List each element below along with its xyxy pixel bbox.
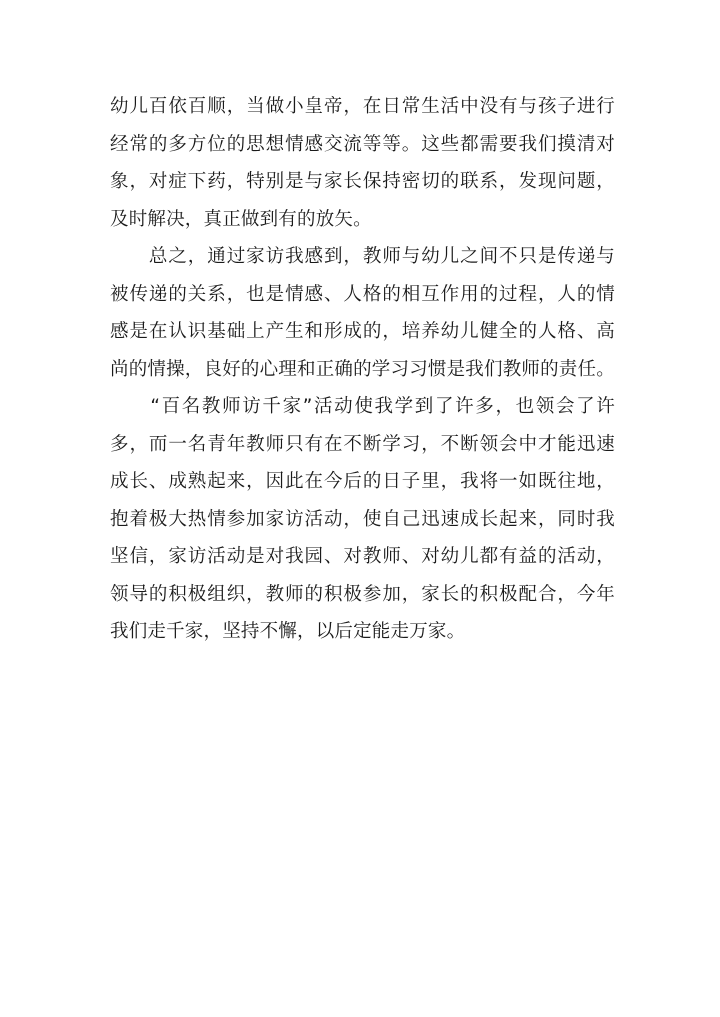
text-line: 抱着极大热情参加家访活动，使自己迅速成长起来，同时我 [110, 508, 615, 530]
text-line: 幼儿百依百顺，当做小皇帝，在日常生活中没有与孩子进行 [110, 96, 615, 117]
text-line: 象，对症下药，特别是与家长保持密切的联系，发现问题， [110, 171, 615, 192]
text-line: 我们走千家，坚持不懈，以后定能走万家。 [110, 621, 466, 642]
text-line: 成长、成熟起来，因此在今后的日子里，我将一如既往地， [110, 471, 615, 492]
text-line: 总之，通过家访我感到，教师与幼儿之间不只是传递与 [110, 246, 615, 267]
text-line: 领导的积极组织，教师的积极参加，家长的积极配合，今年 [110, 583, 615, 605]
paragraph-2 [110, 238, 615, 388]
paragraph-1 [110, 88, 615, 238]
text-line: 多，而一名青年教师只有在不断学习，不断领会中才能迅速 [110, 433, 615, 455]
text-line: 尚的情操，良好的心理和正确的学习习惯是我们教师的责任。 [110, 358, 615, 380]
document-body [110, 88, 615, 651]
text-line: 经常的多方位的思想情感交流等等。这些都需要我们摸清对 [110, 133, 615, 155]
text-line: “百名教师访千家”活动使我学到了许多，也领会了许 [110, 396, 615, 417]
text-line: 及时解决，真正做到有的放矢。 [110, 208, 372, 230]
paragraph-3 [110, 388, 615, 651]
text-line: 被传递的关系，也是情感、人格的相互作用的过程，人的情 [110, 283, 615, 305]
text-line: 坚信，家访活动是对我园、对教师、对幼儿都有益的活动， [110, 546, 615, 567]
text-line: 感是在认识基础上产生和形成的，培养幼儿健全的人格、高 [110, 321, 615, 342]
